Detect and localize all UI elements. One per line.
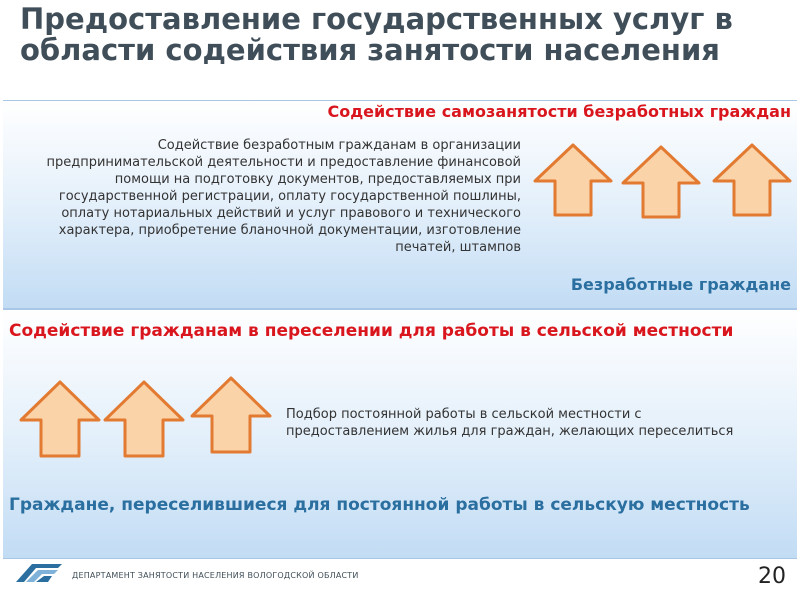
department-name: ДЕПАРТАМЕНТ ЗАНЯТОСТИ НАСЕЛЕНИЯ ВОЛОГОДСКОЙ ОБЛАСТИ [72,571,359,580]
relocation-description: Подбор постоянной работы в сельской местности с предоставлением жилья для граждан, желающих переселиться [286,407,734,439]
up-arrow-icon [190,376,272,454]
slide-title: Предоставление государственных услуг в области содействия занятости населения [20,2,733,67]
up-arrow-icon [712,143,792,217]
unemployed-citizens-label: Безработные граждане [570,275,791,294]
self-employment-description: Содействие безработным гражданам в организации предпринимательской деятельности и предоставление финансовой помощи на подготовку документов, предоставляемых при государственной регистрации, оплату государственной пошлины, оплату нотариальных действий и услуг правового и технического характера, приобретение бланочной документации, изготовление печатей, штампов [46,138,521,255]
department-logo [14,560,66,584]
relocated-citizens-label: Граждане, переселившиеся для постоянной работы в сельскую местность [9,495,750,515]
up-arrow-icon [621,145,701,219]
up-arrow-icon [103,380,185,458]
self-employment-panel [3,100,797,309]
up-arrow-icon [19,380,101,458]
up-arrow-icon [533,143,613,217]
relocation-heading: Содействие гражданам в переселении для работы в сельской местности [9,321,734,341]
self-employment-heading: Содействие самозанятости безработных граждан [327,102,791,121]
relocation-panel [3,309,797,559]
page-number: 20 [758,564,786,589]
